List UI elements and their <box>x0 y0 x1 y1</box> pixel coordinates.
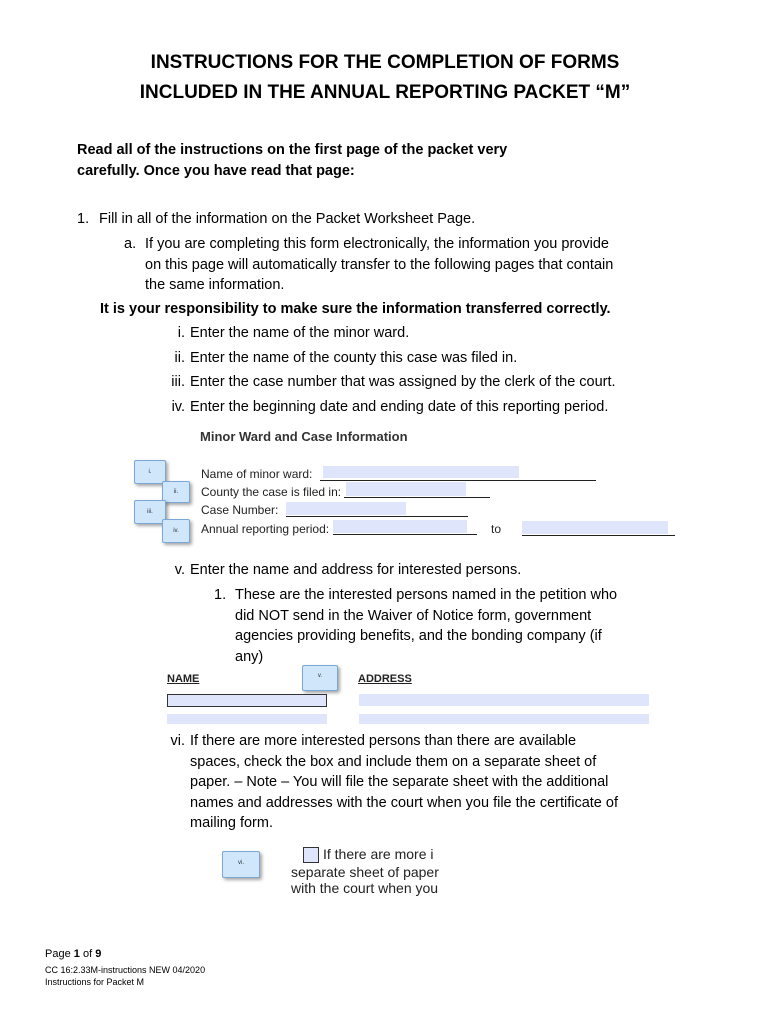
item-v-sub-line-3: agencies providing benefits, and the bonding company (if <box>235 628 602 644</box>
item-v-sub-text <box>235 585 617 667</box>
item-v-sub-line-1: These are the interested persons named in the petition who <box>235 587 618 603</box>
step-1a-marker: a. <box>124 236 137 252</box>
item-i-marker: i. <box>177 325 185 341</box>
name-field-1[interactable] <box>167 694 327 707</box>
item-vi-line-1: If there are more interested persons than there are available <box>190 733 577 749</box>
case-number-label: Case Number: <box>201 503 279 517</box>
item-v-marker: v. <box>174 562 185 578</box>
address-field-2[interactable] <box>359 714 649 724</box>
intro-line-1: Read all of the instructions on the first page of the packet very <box>77 142 508 158</box>
item-iv-text: Enter the beginning date and ending date of this reporting period. <box>190 399 609 415</box>
address-column-header: ADDRESS <box>358 673 412 685</box>
item-vi-line-3: paper. – Note – You will file the separate sheet with the additional <box>190 774 609 790</box>
period-start-underline <box>333 534 477 535</box>
checkbox-label-line-2: separate sheet of paper <box>291 864 439 880</box>
packet-name: Instructions for Packet M <box>45 977 145 987</box>
minor-ward-underline <box>320 480 596 481</box>
name-field-2[interactable] <box>167 714 327 724</box>
item-v-sub-line-2: did NOT send in the Waiver of Notice form, government <box>235 607 592 624</box>
period-end-underline <box>522 535 675 536</box>
county-label: County the case is filed in: <box>201 485 342 499</box>
minor-ward-label: Name of minor ward: <box>201 467 313 481</box>
page-word: Page <box>45 948 71 960</box>
tag-vi: vi. <box>222 851 260 878</box>
checkbox-label-line-2-clip <box>291 864 441 881</box>
item-v-text: Enter the name and address for interested persons. <box>190 562 522 578</box>
tag-iii: iii. <box>134 500 166 524</box>
responsibility-note: It is your responsibility to make sure the information transferred correctly. <box>100 301 611 317</box>
item-v-sub-line-4: any) <box>235 648 264 665</box>
more-persons-checkbox[interactable] <box>303 847 319 863</box>
tag-ii: ii. <box>162 481 190 503</box>
county-field[interactable] <box>346 482 466 496</box>
page-number <box>45 948 101 961</box>
period-start-field[interactable] <box>333 520 467 533</box>
item-vi-line-4: names and addresses with the court when you file the certificate of <box>190 794 618 811</box>
form-excerpt-case-info <box>120 430 690 550</box>
step-1-number: 1. <box>77 211 90 227</box>
name-column-header: NAME <box>167 673 200 685</box>
item-iv-marker: iv. <box>171 399 185 415</box>
tag-v: v. <box>302 665 338 691</box>
address-field-1[interactable] <box>359 694 649 706</box>
form-excerpt-checkbox <box>215 840 455 896</box>
case-number-field[interactable] <box>286 502 406 515</box>
intro-text <box>77 140 507 181</box>
page-total: 9 <box>95 948 102 960</box>
step-1a-text <box>145 234 613 296</box>
form-code: CC 16:2.33M-instructions NEW 04/2020 <box>45 965 206 975</box>
item-vi-line-5: mailing form. <box>190 815 273 831</box>
page-current: 1 <box>73 948 80 960</box>
checkbox-label-line-3: with the court when you <box>291 880 439 896</box>
item-iii-text: Enter the case number that was assigned by the clerk of the court. <box>190 374 616 390</box>
intro-line-2: carefully. Once you have read that page: <box>77 162 355 179</box>
county-underline <box>344 497 490 498</box>
tag-i: i. <box>134 460 166 484</box>
period-end-field[interactable] <box>522 521 668 534</box>
checkbox-label-line-1-clip <box>323 846 441 863</box>
item-i-text: Enter the name of the minor ward. <box>190 325 410 341</box>
page-title <box>0 48 770 108</box>
step-1-text: Fill in all of the information on the Packet Worksheet Page. <box>99 211 476 227</box>
step-1a-line-1: If you are completing this form electronically, the information you provide <box>145 236 609 252</box>
item-vi-marker: vi. <box>170 733 185 749</box>
item-iii-marker: iii. <box>171 374 185 390</box>
reporting-period-label: Annual reporting period: <box>201 522 330 536</box>
item-vi-line-2: spaces, check the box and include them on a separate sheet of <box>190 753 597 770</box>
step-1a-line-3: the same information. <box>145 277 285 293</box>
to-label: to <box>491 522 502 536</box>
case-number-underline <box>286 516 468 517</box>
item-vi-text <box>190 731 618 834</box>
item-v-sub-marker: 1. <box>214 587 227 603</box>
of-word: of <box>82 948 93 960</box>
checkbox-label-line-3-clip <box>291 880 441 896</box>
step-1a-line-2: on this page will automatically transfer to the following pages that contain <box>145 256 614 273</box>
minor-ward-field[interactable] <box>323 466 519 478</box>
form-header-cut: Minor Ward and Case Information <box>200 429 408 444</box>
form-excerpt-interested-persons <box>160 662 660 732</box>
title-line-1: INSTRUCTIONS FOR THE COMPLETION OF FORMS <box>150 52 620 73</box>
tag-iv: iv. <box>162 519 190 543</box>
checkbox-label-line-1: If there are more i <box>323 846 434 862</box>
item-ii-marker: ii. <box>174 350 185 366</box>
title-line-2: INCLUDED IN THE ANNUAL REPORTING PACKET “M” <box>139 82 631 103</box>
item-ii-text: Enter the name of the county this case was filed in. <box>190 350 518 366</box>
